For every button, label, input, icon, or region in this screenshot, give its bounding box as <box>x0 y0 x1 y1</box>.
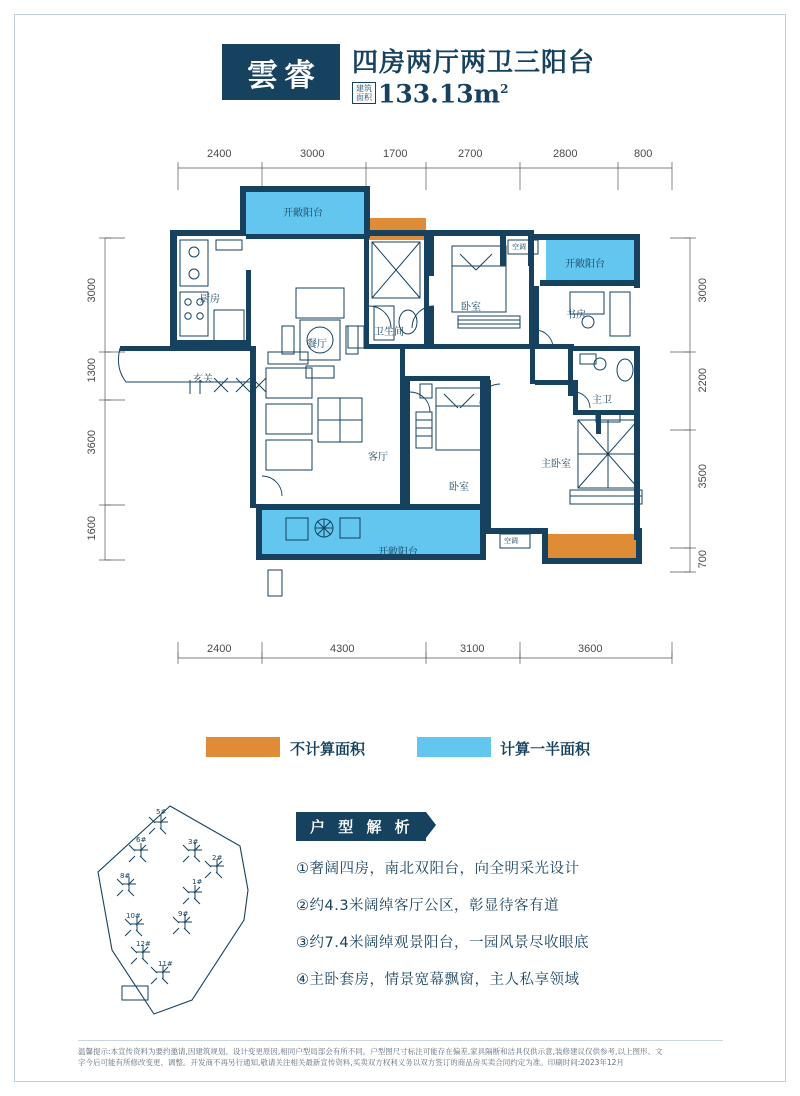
analysis-item-3: ③约7.4米阔绰观景阳台，一园风景尽收眼底 <box>296 935 590 951</box>
dim-bottom-2: 3100 <box>460 643 485 655</box>
room-label-bedroom-3: 卧室 <box>449 482 469 493</box>
legend-swatch-half-counted <box>417 737 491 757</box>
disclaimer-line-1: 温馨提示:本宣传资料为要约邀请,因建筑规划、设计变更原因,相同户型局部会有所不同。户型图尺寸标注可能存在偏差,家具隔断和洁具仅供示意,装修建议仅供参考,以上图形、文 <box>78 1047 663 1056</box>
room-label-balcony-bottom: 开敞阳台 <box>378 547 418 558</box>
area-tag-line1: 建筑 <box>356 84 372 94</box>
room-label-living: 客厅 <box>368 452 388 463</box>
room-label-bedroom-2: 卧室 <box>461 302 481 313</box>
analysis-item-2: ②约4.3米阔绰客厅公区，彰显待客有道 <box>296 898 560 914</box>
svg-text:10#: 10# <box>126 912 141 920</box>
room-label-master-bedroom: 主卧室 <box>541 459 571 470</box>
area-number: 133.13m <box>378 79 501 109</box>
floor-plan <box>0 130 800 690</box>
ac-label-1: 空调 <box>512 243 526 251</box>
dim-top-1: 3000 <box>300 148 325 160</box>
dim-right-1: 2200 <box>697 368 709 393</box>
site-map-svg <box>92 800 282 1030</box>
analysis-title: 户 型 解 析 <box>296 812 426 841</box>
site-map <box>92 800 282 1030</box>
svg-text:3#: 3# <box>188 838 199 846</box>
legend-swatch-non-counted <box>206 737 280 757</box>
area-unit: 2 <box>500 82 509 96</box>
footer-divider <box>78 1040 723 1041</box>
svg-text:2#: 2# <box>212 854 223 862</box>
dim-left-0: 3000 <box>86 278 98 303</box>
room-label-kitchen: 厨房 <box>200 294 220 305</box>
dim-left-2: 3600 <box>86 430 98 455</box>
dim-top-0: 2400 <box>207 148 232 160</box>
dim-bottom-0: 2400 <box>207 643 232 655</box>
room-label-balcony-top-left: 开敞阳台 <box>283 208 323 219</box>
plan-name: 雲睿 <box>222 44 340 100</box>
dim-top-4: 2800 <box>553 148 578 160</box>
svg-text:5#: 5# <box>156 808 167 816</box>
dim-left-1: 1300 <box>86 358 98 383</box>
non-counted-area-top <box>368 218 426 240</box>
room-label-entry: 玄关 <box>193 374 213 385</box>
svg-text:9#: 9# <box>178 910 189 918</box>
room-label-study: 书房 <box>566 310 586 321</box>
area-value <box>378 76 509 107</box>
dim-left-3: 1600 <box>86 516 98 541</box>
area-tag <box>352 82 376 104</box>
area-row <box>352 76 509 107</box>
svg-text:8#: 8# <box>120 872 131 880</box>
ac-label-2: 空调 <box>504 537 518 545</box>
svg-text:6#: 6# <box>136 836 147 844</box>
area-tag-line2: 面积 <box>356 93 372 103</box>
legend-label-non-counted: 不计算面积 <box>290 740 366 758</box>
svg-text:1#: 1# <box>192 878 203 886</box>
dim-top-3: 2700 <box>458 148 483 160</box>
room-label-balcony-right: 开敞阳台 <box>565 259 605 270</box>
non-counted-area-bottom <box>546 534 640 560</box>
disclaimer <box>78 1046 723 1068</box>
room-label-dining: 餐厅 <box>307 339 327 350</box>
dim-bottom-1: 4300 <box>330 643 355 655</box>
legend-label-half-counted: 计算一半面积 <box>500 740 591 758</box>
dim-right-2: 3500 <box>697 464 709 489</box>
header <box>0 44 800 114</box>
dim-right-0: 3000 <box>697 278 709 303</box>
room-label-bathroom: 卫生间 <box>374 327 404 338</box>
floor-plan-svg <box>0 130 800 690</box>
analysis-item-4: ④主卧套房，情景宽幕飘窗，主人私享领域 <box>296 972 580 988</box>
dim-top-2: 1700 <box>383 148 408 160</box>
balcony-bottom-fill <box>262 508 480 558</box>
analysis-section <box>296 812 766 989</box>
dim-right-3: 700 <box>697 550 709 569</box>
dim-top-5: 800 <box>634 148 653 160</box>
legend <box>0 735 800 765</box>
disclaimer-line-2: 字今后可能有所修改变更、调整。开发商不再另行通知,敬请关注相关最新宣传资料,买卖双方权利义务以双方签订的商品房买卖合同约定为准。印刷时间:2023年12月 <box>78 1058 624 1067</box>
svg-text:11#: 11# <box>158 960 173 968</box>
plan-subtitle: 四房两厅两卫三阳台 <box>352 48 596 78</box>
analysis-item-1: ①奢阔四房，南北双阳台，向全明采光设计 <box>296 861 580 877</box>
svg-text:12#: 12# <box>136 940 151 948</box>
room-label-master-bath: 主卫 <box>592 395 612 406</box>
dim-bottom-3: 3600 <box>578 643 603 655</box>
